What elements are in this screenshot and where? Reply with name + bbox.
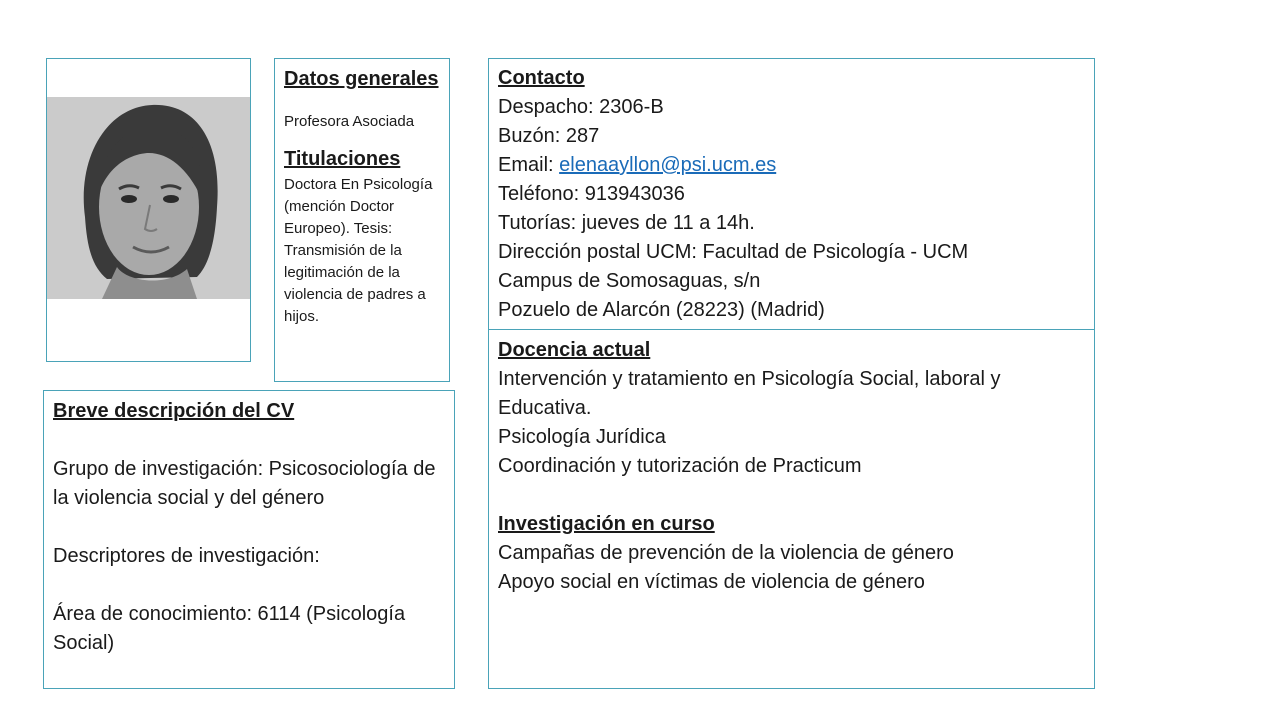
ciudad-text: Pozuelo de Alarcón (28223) (Madrid) (498, 299, 825, 321)
datos-generales-panel (274, 58, 450, 382)
descriptores-text: Descriptores de investigación: (53, 545, 320, 567)
area-text: Área de conocimiento: 6114 (Psicología Social) (53, 603, 406, 654)
telefono-text: Teléfono: 913943036 (498, 183, 685, 205)
docencia-item: Intervención y tratamiento en Psicología Social, laboral y Educativa. (498, 368, 1001, 419)
email-link[interactable]: elenaayllon@psi.ucm.es (559, 154, 777, 176)
grupo-text: Grupo de investigación: Psicosociología de la violencia social y del género (53, 458, 436, 509)
contacto-heading: Contacto (498, 67, 585, 89)
docencia-item: Coordinación y tutorización de Practicum (498, 455, 862, 477)
contacto-panel (488, 58, 1095, 330)
cv-panel (43, 390, 455, 689)
despacho-text: Despacho: 2306-B (498, 96, 664, 118)
direccion-text: Dirección postal UCM: Facultad de Psicología - UCM (498, 241, 969, 263)
tutorias-text: Tutorías: jueves de 11 a 14h. (498, 212, 755, 234)
investigacion-heading: Investigación en curso (498, 513, 715, 535)
portrait-illustration (47, 97, 250, 299)
email-row (498, 151, 1085, 180)
profile-photo (47, 97, 250, 299)
docencia-panel (488, 329, 1095, 689)
cv-heading: Breve descripción del CV (53, 400, 295, 422)
datos-generales-heading: Datos generales (284, 68, 439, 90)
titulaciones-heading: Titulaciones (284, 148, 401, 170)
titulaciones-text: Doctora En Psicología (mención Doctor Europeo). Tesis: Transmisión de la legitimación de la violencia de padres a hijos. (284, 176, 433, 325)
investigacion-item: Campañas de prevención de la violencia de género (498, 542, 954, 564)
campus-text: Campus de Somosaguas, s/n (498, 270, 761, 292)
investigacion-item: Apoyo social en víctimas de violencia de género (498, 571, 925, 593)
profile-photo-frame (46, 58, 251, 362)
position-text: Profesora Asociada (284, 113, 415, 130)
email-label: Email: (498, 154, 560, 176)
buzon-text: Buzón: 287 (498, 125, 600, 147)
docencia-heading: Docencia actual (498, 339, 651, 361)
docencia-item: Psicología Jurídica (498, 426, 666, 448)
